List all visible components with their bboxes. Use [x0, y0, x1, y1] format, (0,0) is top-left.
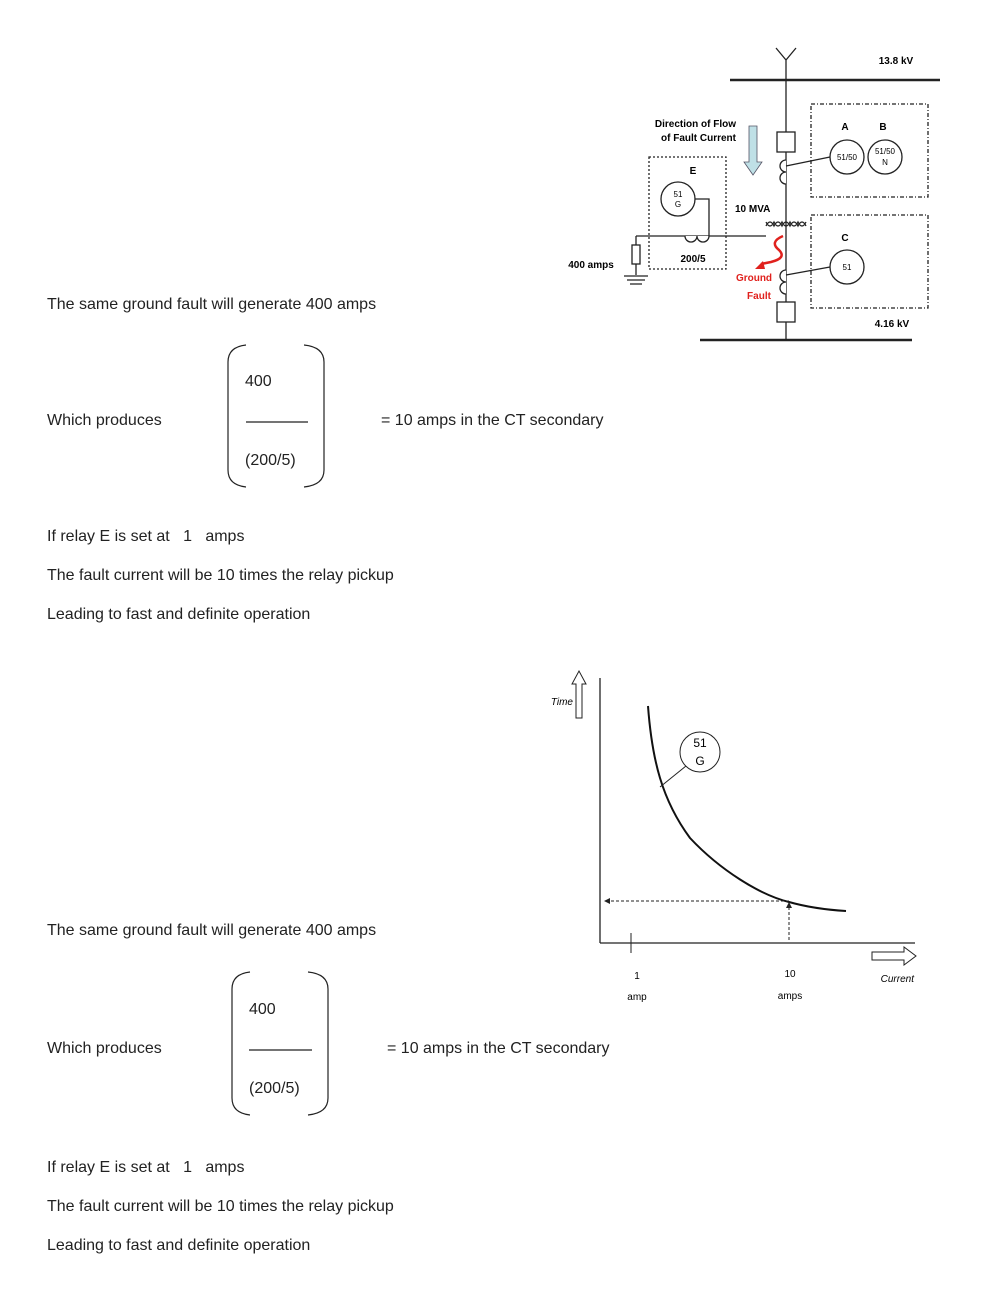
pickup-text: The fault current will be 10 times the relay pickup [47, 1198, 394, 1215]
transformer-label: 10 MVA [735, 204, 771, 215]
time-arrow-icon [572, 671, 586, 718]
bracket-left [232, 972, 250, 1115]
which-text: Which produces [47, 412, 162, 429]
lv-breaker [777, 302, 795, 322]
intro-text: The same ground fault will generate 400 amps [47, 922, 377, 939]
fault-label: Ground [735, 273, 773, 284]
time-current-chart [551, 671, 916, 1003]
hv-label: 13.8 kV [878, 56, 914, 67]
main-feeder-line [776, 48, 796, 340]
setting-text: If relay E is set at [47, 1159, 170, 1176]
which-text: Which produces [47, 1040, 162, 1057]
bracket-right [308, 972, 328, 1115]
setting-text: If relay E is set at [47, 528, 170, 545]
result-text: = 10 amps in the CT secondary [387, 1040, 610, 1057]
relay-code: 51 [842, 263, 852, 272]
relay-e-label: E [689, 166, 697, 177]
relay-51g-icon [661, 182, 695, 216]
relay-code: N [882, 158, 888, 167]
grounding-resistor-icon [632, 245, 640, 264]
setting-value: 1 [183, 1159, 192, 1176]
relay-code: 51/50 [874, 147, 896, 156]
denominator: (200/5) [245, 452, 296, 469]
tick-label: amps [777, 991, 803, 1002]
fault-label: Fault [747, 291, 771, 302]
ground-fault-icon [761, 236, 783, 264]
callout-leader [660, 766, 686, 787]
flow-label: of Fault Current [661, 133, 736, 144]
numerator: 400 [249, 1001, 276, 1018]
relay-code: 51/50 [836, 153, 858, 162]
tick-label: 1 [634, 971, 640, 982]
relay-a-label: A [841, 122, 849, 133]
current-arrow-icon [872, 947, 916, 965]
intro-text: The same ground fault will generate 400 amps [47, 296, 377, 313]
numerator: 400 [245, 373, 272, 390]
series-51g-curve [648, 706, 846, 911]
ground-ct-icon [685, 236, 709, 242]
y-axis-label: Time [550, 697, 573, 708]
tick-label: 10 [784, 969, 796, 980]
fault-flow-arrow-icon [744, 126, 762, 175]
denominator: (200/5) [249, 1080, 300, 1097]
relay-label: 51 [693, 736, 707, 750]
relay-code: G [674, 200, 682, 209]
flow-label: Direction of Flow [654, 119, 736, 130]
setting-unit: amps [205, 528, 245, 545]
operation-text: Leading to fast and definite operation [47, 1237, 311, 1254]
relay-label: G [695, 754, 705, 768]
result-text: = 10 amps in the CT secondary [381, 412, 604, 429]
lv-label: 4.16 kV [874, 319, 910, 330]
ct-ratio-label: 200/5 [680, 254, 706, 265]
setting-unit: amps [205, 1159, 245, 1176]
relay-c-box [811, 215, 928, 308]
bracket-left [228, 345, 246, 487]
hv-ct-icon [780, 160, 786, 184]
operation-text: Leading to fast and definite operation [47, 606, 311, 623]
relay-b-label: B [879, 122, 887, 133]
relay-c-label: C [841, 233, 849, 244]
relay-code: 51 [673, 190, 683, 199]
ground-current-label: 400 amps [568, 260, 614, 271]
bracket-right [304, 345, 324, 487]
setting-value: 1 [183, 528, 192, 545]
x-axis-label: Current [880, 974, 914, 985]
ground-icon [624, 264, 648, 284]
relay-b-icon [868, 140, 902, 174]
hv-breaker [777, 132, 795, 152]
pickup-text: The fault current will be 10 times the relay pickup [47, 567, 394, 584]
tick-label: amp [627, 992, 647, 1003]
lv-ct-icon [780, 270, 786, 294]
